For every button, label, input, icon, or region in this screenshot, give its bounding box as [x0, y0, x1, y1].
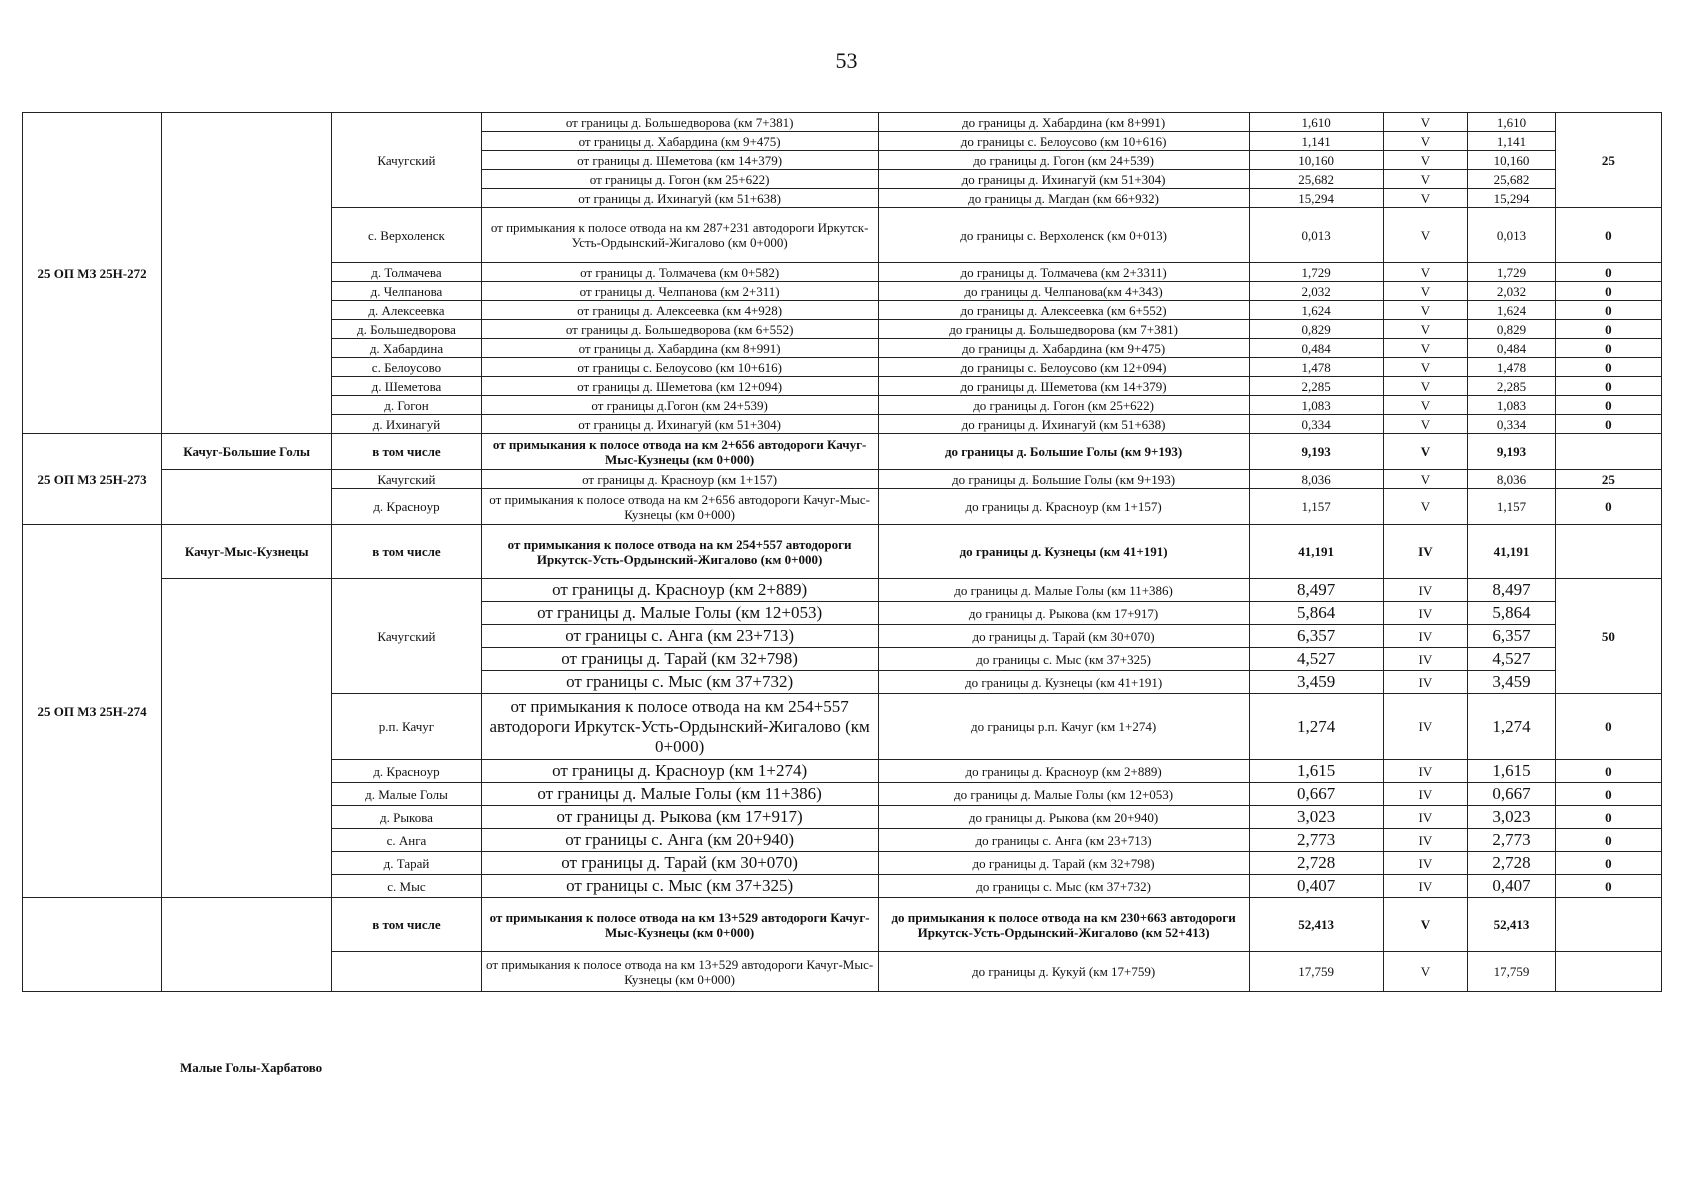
from-cell: от примыкания к полосе отвода на км 2+656 автодороги Качуг-Мыс-Кузнецы (км 0+000)	[481, 434, 878, 470]
locality-cell: Качугский	[332, 113, 481, 208]
category-cell: V	[1383, 470, 1468, 489]
category-cell: V	[1383, 151, 1468, 170]
from-cell: от границы д. Красноyр (км 1+274)	[481, 760, 878, 783]
category-cell: IV	[1383, 602, 1468, 625]
category-cell: V	[1383, 434, 1468, 470]
table-row	[23, 434, 1662, 470]
length-total-cell: 3,023	[1468, 806, 1556, 829]
table-row	[23, 525, 1662, 579]
locality-cell: д. Гогон	[332, 396, 481, 415]
length-total-cell: 1,083	[1468, 396, 1556, 415]
speed-cell: 0	[1555, 339, 1661, 358]
length-total-cell: 0,667	[1468, 783, 1556, 806]
category-cell: IV	[1383, 525, 1468, 579]
length-total-cell: 52,413	[1468, 898, 1556, 952]
to-cell: до границы д. Кузнецы (км 41+191)	[878, 671, 1249, 694]
from-cell: от примыкания к полосе отвода на км 13+529 автодороги Качуг-Мыс-Кузнецы (км 0+000)	[481, 952, 878, 992]
length-cell: 25,682	[1249, 170, 1383, 189]
category-cell: IV	[1383, 671, 1468, 694]
to-cell: до границы с. Белоусово (км 12+094)	[878, 358, 1249, 377]
length-cell: 2,728	[1249, 852, 1383, 875]
category-cell: V	[1383, 208, 1468, 263]
to-cell: до границы с. Мыс (км 37+732)	[878, 875, 1249, 898]
length-total-cell: 25,682	[1468, 170, 1556, 189]
length-cell: 1,478	[1249, 358, 1383, 377]
length-cell: 2,032	[1249, 282, 1383, 301]
category-cell: V	[1383, 898, 1468, 952]
category-cell: V	[1383, 489, 1468, 525]
locality-cell: д. Красноyр	[332, 760, 481, 783]
length-cell: 1,157	[1249, 489, 1383, 525]
locality-cell: д. Хабардина	[332, 339, 481, 358]
from-cell: от примыкания к полосе отвода на км 13+529 автодороги Качуг-Мыс-Кузнецы (км 0+000)	[481, 898, 878, 952]
speed-cell: 0	[1555, 760, 1661, 783]
from-cell: от границы д. Ихинагуй (км 51+638)	[481, 189, 878, 208]
category-cell: V	[1383, 263, 1468, 282]
length-total-cell: 3,459	[1468, 671, 1556, 694]
table-row	[23, 898, 1662, 952]
length-cell: 3,459	[1249, 671, 1383, 694]
speed-cell: 0	[1555, 875, 1661, 898]
length-total-cell: 17,759	[1468, 952, 1556, 992]
road-name-continued	[162, 579, 332, 898]
length-total-cell: 1,729	[1468, 263, 1556, 282]
from-cell: от границы д. Шеметова (км 14+379)	[481, 151, 878, 170]
length-total-cell: 1,157	[1468, 489, 1556, 525]
length-cell: 1,615	[1249, 760, 1383, 783]
category-cell: V	[1383, 320, 1468, 339]
length-cell: 41,191	[1249, 525, 1383, 579]
category-cell: IV	[1383, 875, 1468, 898]
table-row	[23, 579, 1662, 602]
to-cell: до границы с. Белоусово (км 10+616)	[878, 132, 1249, 151]
speed-cell: 0	[1555, 852, 1661, 875]
roads-table-body	[23, 113, 1662, 992]
to-cell: до границы д. Челпанова(км 4+343)	[878, 282, 1249, 301]
speed-cell	[1555, 525, 1661, 579]
locality-cell: д. Шеметова	[332, 377, 481, 396]
length-cell: 1,624	[1249, 301, 1383, 320]
from-cell: от границы д. Алексеевка (км 4+928)	[481, 301, 878, 320]
length-cell: 0,334	[1249, 415, 1383, 434]
length-total-cell: 0,334	[1468, 415, 1556, 434]
length-total-cell: 4,527	[1468, 648, 1556, 671]
from-cell: от границы д. Малые Голы (км 11+386)	[481, 783, 878, 806]
locality-cell: д. Алексеевка	[332, 301, 481, 320]
to-cell: до границы с. Верхоленск (км 0+013)	[878, 208, 1249, 263]
to-cell: до границы с. Мыс (км 37+325)	[878, 648, 1249, 671]
category-cell: IV	[1383, 806, 1468, 829]
length-cell: 15,294	[1249, 189, 1383, 208]
category-cell: V	[1383, 952, 1468, 992]
speed-cell: 0	[1555, 415, 1661, 434]
road-name: Качуг-Большие Голы	[162, 434, 332, 470]
to-cell: до границы д. Большедворова (км 7+381)	[878, 320, 1249, 339]
length-cell: 6,357	[1249, 625, 1383, 648]
category-cell: IV	[1383, 852, 1468, 875]
length-total-cell: 15,294	[1468, 189, 1556, 208]
category-cell: V	[1383, 132, 1468, 151]
to-cell: до границы д. Рыкова (км 17+917)	[878, 602, 1249, 625]
road-code: 25 ОП МЗ 25Н-272	[23, 113, 162, 434]
from-cell: от границы с. Анга (км 20+940)	[481, 829, 878, 852]
length-total-cell: 2,285	[1468, 377, 1556, 396]
category-cell: V	[1383, 113, 1468, 132]
category-cell: IV	[1383, 760, 1468, 783]
category-cell: IV	[1383, 648, 1468, 671]
length-cell: 0,667	[1249, 783, 1383, 806]
from-cell: от границы с. Мыс (км 37+732)	[481, 671, 878, 694]
locality-cell: р.п. Качуг	[332, 694, 481, 760]
from-cell: от границы д. Хабардина (км 9+475)	[481, 132, 878, 151]
locality-cell: Качугский	[332, 579, 481, 694]
category-cell: V	[1383, 189, 1468, 208]
category-cell: IV	[1383, 783, 1468, 806]
locality-cell: с. Верхоленск	[332, 208, 481, 263]
from-cell: от границы с. Мыс (км 37+325)	[481, 875, 878, 898]
length-total-cell: 0,484	[1468, 339, 1556, 358]
from-cell: от границы д. Большедворова (км 6+552)	[481, 320, 878, 339]
from-cell: от границы с. Анга (км 23+713)	[481, 625, 878, 648]
to-cell: до границы д. Гогон (км 24+539)	[878, 151, 1249, 170]
locality-cell: д. Толмачева	[332, 263, 481, 282]
length-total-cell: 0,829	[1468, 320, 1556, 339]
length-cell: 2,773	[1249, 829, 1383, 852]
locality-cell: д. Большедворова	[332, 320, 481, 339]
length-total-cell: 8,036	[1468, 470, 1556, 489]
category-cell: V	[1383, 282, 1468, 301]
length-total-cell: 2,032	[1468, 282, 1556, 301]
road-name: Качуг-Мыс-Кузнецы	[162, 525, 332, 579]
length-total-cell: 6,357	[1468, 625, 1556, 648]
from-cell: от границы д. Тарай (км 32+798)	[481, 648, 878, 671]
speed-cell	[1555, 434, 1661, 470]
length-total-cell: 1,274	[1468, 694, 1556, 760]
length-cell: 1,141	[1249, 132, 1383, 151]
to-cell: до границы д. Красноyр (км 1+157)	[878, 489, 1249, 525]
to-cell: до границы д. Рыкова (км 20+940)	[878, 806, 1249, 829]
to-cell: до границы д. Кузнецы (км 41+191)	[878, 525, 1249, 579]
from-cell: от примыкания к полосе отвода на км 254+557 автодороги Иркутск-Усть-Ордынский-Жигалово (км 0+000)	[481, 525, 878, 579]
speed-cell: 0	[1555, 829, 1661, 852]
to-cell: до границы д. Магдан (км 66+932)	[878, 189, 1249, 208]
from-cell: от границы д. Малые Голы (км 12+053)	[481, 602, 878, 625]
length-total-cell: 2,773	[1468, 829, 1556, 852]
to-cell: до границы д. Тарай (км 30+070)	[878, 625, 1249, 648]
speed-cell: 0	[1555, 489, 1661, 525]
from-cell: от границы д. Красноyр (км 2+889)	[481, 579, 878, 602]
locality-cell: д. Рыкова	[332, 806, 481, 829]
length-total-cell: 1,610	[1468, 113, 1556, 132]
length-cell: 0,013	[1249, 208, 1383, 263]
length-total-cell: 0,013	[1468, 208, 1556, 263]
roads-table	[22, 112, 1662, 992]
length-cell: 0,407	[1249, 875, 1383, 898]
locality-cell: д. Челпанова	[332, 282, 481, 301]
length-cell: 0,484	[1249, 339, 1383, 358]
locality-cell: д. Красноyр	[332, 489, 481, 525]
table-row	[23, 113, 1662, 132]
from-cell: от границы д. Рыкова (км 17+917)	[481, 806, 878, 829]
to-cell: до границы д. Большие Голы (км 9+193)	[878, 470, 1249, 489]
speed-cell: 0	[1555, 694, 1661, 760]
to-cell: до примыкания к полосе отвода на км 230+663 автодороги Иркутск-Усть-Ордынский-Жигалово (км 52+413)	[878, 898, 1249, 952]
speed-cell: 50	[1555, 579, 1661, 694]
table-row	[23, 470, 1662, 489]
speed-cell: 25	[1555, 113, 1661, 208]
from-cell: от границы д. Тарай (км 30+070)	[481, 852, 878, 875]
from-cell: от примыкания к полосе отвода на км 287+231 автодороги Иркутск-Усть-Ордынский-Жигалово (км 0+000)	[481, 208, 878, 263]
road-code: 25 ОП МЗ 25Н-274	[23, 525, 162, 898]
from-cell: от границы д. Гогон (км 25+622)	[481, 170, 878, 189]
to-cell: до границы с. Анга (км 23+713)	[878, 829, 1249, 852]
speed-cell: 0	[1555, 301, 1661, 320]
length-cell: 9,193	[1249, 434, 1383, 470]
locality-cell: в том числе	[332, 434, 481, 470]
page-number: 53	[835, 48, 858, 73]
locality-cell: в том числе	[332, 525, 481, 579]
to-cell: до границы р.п. Качуг (км 1+274)	[878, 694, 1249, 760]
from-cell: от границы д. Красноyр (км 1+157)	[481, 470, 878, 489]
road-name	[162, 113, 332, 434]
to-cell: до границы д. Большие Голы (км 9+193)	[878, 434, 1249, 470]
length-cell: 0,829	[1249, 320, 1383, 339]
to-cell: до границы д. Алексеевка (км 6+552)	[878, 301, 1249, 320]
speed-cell: 0	[1555, 282, 1661, 301]
length-cell: 1,729	[1249, 263, 1383, 282]
road-code	[23, 898, 162, 992]
category-cell: V	[1383, 339, 1468, 358]
to-cell: до границы д. Толмачева (км 2+3311)	[878, 263, 1249, 282]
speed-cell: 0	[1555, 358, 1661, 377]
road-name-partial: Малые Голы-Харбатово	[180, 1060, 323, 1075]
locality-cell: Качугский	[332, 470, 481, 489]
locality-cell	[332, 952, 481, 992]
from-cell: от границы с. Белоусово (км 10+616)	[481, 358, 878, 377]
category-cell: V	[1383, 301, 1468, 320]
category-cell: V	[1383, 358, 1468, 377]
length-cell: 2,285	[1249, 377, 1383, 396]
length-total-cell: 41,191	[1468, 525, 1556, 579]
speed-cell	[1555, 952, 1661, 992]
speed-cell: 0	[1555, 396, 1661, 415]
length-total-cell: 5,864	[1468, 602, 1556, 625]
to-cell: до границы д. Красноyр (км 2+889)	[878, 760, 1249, 783]
length-total-cell: 9,193	[1468, 434, 1556, 470]
road-name-continued	[162, 470, 332, 525]
category-cell: IV	[1383, 625, 1468, 648]
speed-cell: 0	[1555, 208, 1661, 263]
category-cell: IV	[1383, 579, 1468, 602]
length-cell: 5,864	[1249, 602, 1383, 625]
locality-cell: в том числе	[332, 898, 481, 952]
locality-cell: д. Тарай	[332, 852, 481, 875]
length-cell: 10,160	[1249, 151, 1383, 170]
length-cell: 4,527	[1249, 648, 1383, 671]
road-name	[162, 898, 332, 992]
length-cell: 8,036	[1249, 470, 1383, 489]
to-cell: до границы д. Кукуй (км 17+759)	[878, 952, 1249, 992]
to-cell: до границы д. Ихинагуй (км 51+304)	[878, 170, 1249, 189]
length-cell: 52,413	[1249, 898, 1383, 952]
locality-cell: с. Мыс	[332, 875, 481, 898]
length-cell: 1,610	[1249, 113, 1383, 132]
from-cell: от примыкания к полосе отвода на км 254+557 автодороги Иркутск-Усть-Ордынский-Жигалово (км 0+000)	[481, 694, 878, 760]
from-cell: от границы д. Большедворова (км 7+381)	[481, 113, 878, 132]
to-cell: до границы д. Малые Голы (км 11+386)	[878, 579, 1249, 602]
locality-cell: с. Белоусово	[332, 358, 481, 377]
to-cell: до границы д. Хабардина (км 9+475)	[878, 339, 1249, 358]
from-cell: от границы д. Хабардина (км 8+991)	[481, 339, 878, 358]
length-total-cell: 0,407	[1468, 875, 1556, 898]
speed-cell	[1555, 898, 1661, 952]
length-cell: 1,083	[1249, 396, 1383, 415]
length-cell: 17,759	[1249, 952, 1383, 992]
to-cell: до границы д. Гогон (км 25+622)	[878, 396, 1249, 415]
locality-cell: с. Анга	[332, 829, 481, 852]
length-total-cell: 1,478	[1468, 358, 1556, 377]
locality-cell: д. Ихинагуй	[332, 415, 481, 434]
speed-cell: 0	[1555, 320, 1661, 339]
category-cell: IV	[1383, 694, 1468, 760]
from-cell: от примыкания к полосе отвода на км 2+656 автодороги Качуг-Мыс-Кузнецы (км 0+000)	[481, 489, 878, 525]
length-total-cell: 10,160	[1468, 151, 1556, 170]
category-cell: V	[1383, 377, 1468, 396]
speed-cell: 25	[1555, 470, 1661, 489]
length-total-cell: 2,728	[1468, 852, 1556, 875]
length-total-cell: 1,615	[1468, 760, 1556, 783]
length-cell: 1,274	[1249, 694, 1383, 760]
from-cell: от границы д. Ихинагуй (км 51+304)	[481, 415, 878, 434]
to-cell: до границы д. Ихинагуй (км 51+638)	[878, 415, 1249, 434]
from-cell: от границы д. Шеметова (км 12+094)	[481, 377, 878, 396]
length-total-cell: 8,497	[1468, 579, 1556, 602]
speed-cell: 0	[1555, 377, 1661, 396]
to-cell: до границы д. Шеметова (км 14+379)	[878, 377, 1249, 396]
from-cell: от границы д.Гогон (км 24+539)	[481, 396, 878, 415]
road-code: 25 ОП МЗ 25Н-273	[23, 434, 162, 525]
category-cell: V	[1383, 396, 1468, 415]
category-cell: IV	[1383, 829, 1468, 852]
length-total-cell: 1,141	[1468, 132, 1556, 151]
from-cell: от границы д. Толмачева (км 0+582)	[481, 263, 878, 282]
speed-cell: 0	[1555, 783, 1661, 806]
to-cell: до границы д. Хабардина (км 8+991)	[878, 113, 1249, 132]
category-cell: V	[1383, 415, 1468, 434]
length-cell: 3,023	[1249, 806, 1383, 829]
locality-cell: д. Малые Голы	[332, 783, 481, 806]
to-cell: до границы д. Тарай (км 32+798)	[878, 852, 1249, 875]
from-cell: от границы д. Челпанова (км 2+311)	[481, 282, 878, 301]
length-cell: 8,497	[1249, 579, 1383, 602]
speed-cell: 0	[1555, 263, 1661, 282]
length-total-cell: 1,624	[1468, 301, 1556, 320]
category-cell: V	[1383, 170, 1468, 189]
to-cell: до границы д. Малые Голы (км 12+053)	[878, 783, 1249, 806]
speed-cell: 0	[1555, 806, 1661, 829]
